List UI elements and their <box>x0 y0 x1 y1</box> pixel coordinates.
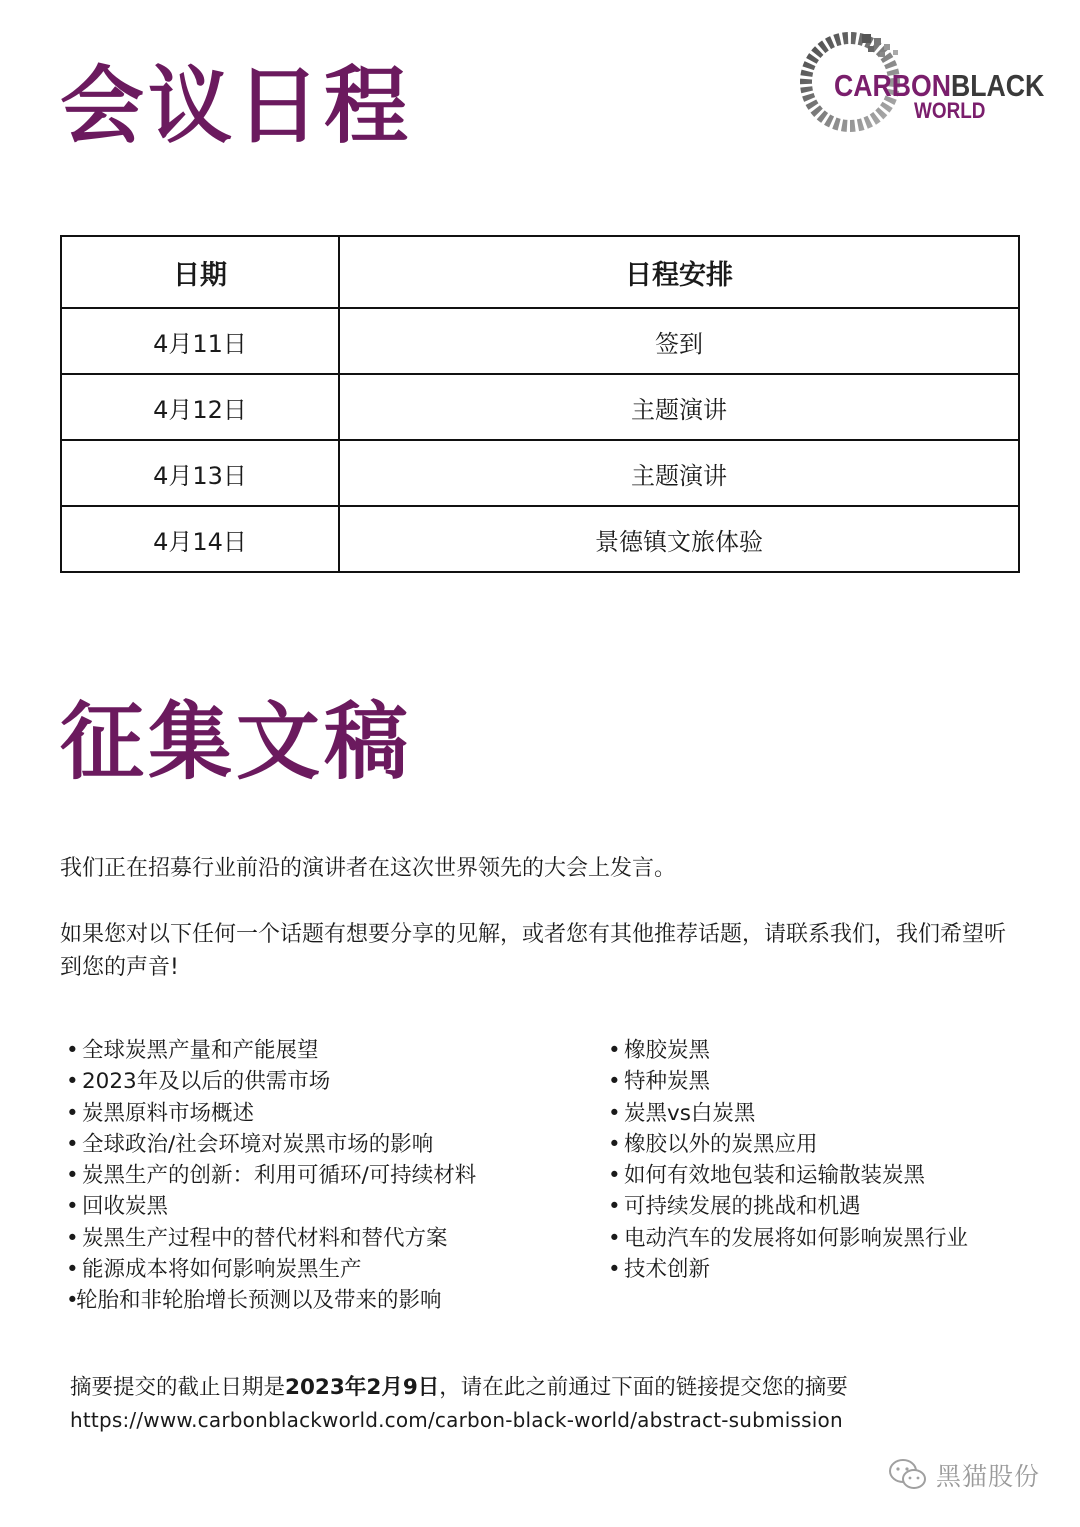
deadline-date: 2023年2月9日 <box>285 1375 440 1400</box>
list-item: • 技术创新 <box>608 1254 1038 1285</box>
row-agenda: 主题演讲 <box>339 440 1019 506</box>
deadline-text: 摘要提交的截止日期是2023年2月9日，请在此之前通过下面的链接提交您的摘要 <box>70 1375 848 1400</box>
bullet-icon: • <box>66 1194 79 1220</box>
carbon-black-world-logo <box>798 30 1045 140</box>
list-item: • 全球炭黑产量和产能展望 <box>66 1035 586 1066</box>
list-item: • 回收炭黑 <box>66 1191 586 1222</box>
list-item: • 橡胶炭黑 <box>608 1035 1038 1066</box>
row-date: 4月14日 <box>61 506 339 572</box>
row-agenda: 签到 <box>339 308 1019 374</box>
list-item: •轮胎和非轮胎增长预测以及带来的影响 <box>66 1285 586 1316</box>
bullet-icon: • <box>66 1131 79 1157</box>
wechat-watermark <box>888 1457 1040 1493</box>
invite-paragraph: 如果您对以下任何一个话题有想要分享的见解，或者您有其他推荐话题，请联系我们，我们希望听到您的声音! <box>60 922 1007 980</box>
row-agenda: 主题演讲 <box>339 374 1019 440</box>
table-row <box>61 308 1019 374</box>
table-header-row <box>61 236 1019 308</box>
bullet-icon: • <box>66 1163 79 1189</box>
logo-wordmark: CARBONBLACK <box>834 68 1045 103</box>
topic-list-right <box>608 1035 1038 1285</box>
bullet-icon: • <box>66 1038 79 1063</box>
bullet-icon: • <box>608 1194 621 1220</box>
header-agenda: 日程安排 <box>339 236 1019 308</box>
topic-list-left <box>66 1035 586 1317</box>
bullet-icon: • <box>608 1163 621 1189</box>
list-item: • 橡胶以外的炭黑应用 <box>608 1129 1038 1160</box>
list-item: • 可持续发展的挑战和机遇 <box>608 1191 1038 1222</box>
list-item: • 全球政治/社会环境对炭黑市场的影响 <box>66 1129 586 1160</box>
bullet-icon: • <box>608 1225 621 1251</box>
intro-paragraph: 我们正在招募行业前沿的演讲者在这次世界领先的大会上发言。 <box>60 856 677 881</box>
bullet-icon: • <box>608 1100 621 1126</box>
list-item: • 能源成本将如何影响炭黑生产 <box>66 1254 586 1285</box>
row-date: 4月13日 <box>61 440 339 506</box>
logo-subtitle: WORLD <box>914 98 986 123</box>
wechat-icon <box>888 1458 928 1492</box>
bullet-icon: • <box>66 1100 79 1126</box>
table-row <box>61 506 1019 572</box>
list-item: • 电动汽车的发展将如何影响炭黑行业 <box>608 1223 1038 1254</box>
bullet-icon: • <box>66 1257 79 1283</box>
schedule-title: 会议日程 <box>60 57 413 155</box>
row-date: 4月11日 <box>61 308 339 374</box>
bullet-icon: • <box>608 1131 621 1157</box>
bullet-icon: • <box>66 1225 79 1251</box>
list-item: • 炭黑生产过程中的替代材料和替代方案 <box>66 1223 586 1254</box>
bullet-icon: • <box>66 1288 79 1314</box>
header-date: 日期 <box>61 236 339 308</box>
list-item: • 如何有效地包装和运输散装炭黑 <box>608 1160 1038 1191</box>
bullet-icon: • <box>66 1069 79 1095</box>
list-item: • 炭黑生产的创新：利用可循环/可持续材料 <box>66 1160 586 1191</box>
list-item: • 特种炭黑 <box>608 1066 1038 1097</box>
table-row <box>61 374 1019 440</box>
call-for-papers-title: 征集文稿 <box>60 693 413 791</box>
row-date: 4月12日 <box>61 374 339 440</box>
list-item: • 炭黑vs白炭黑 <box>608 1098 1038 1129</box>
list-item: • 炭黑原料市场概述 <box>66 1098 586 1129</box>
list-item: • 2023年及以后的供需市场 <box>66 1066 586 1097</box>
bullet-icon: • <box>608 1069 621 1095</box>
table-row <box>61 440 1019 506</box>
bullet-icon: • <box>608 1257 621 1283</box>
watermark-text: 黑猫股份 <box>936 1462 1041 1491</box>
bullet-icon: • <box>608 1038 621 1063</box>
schedule-table <box>60 235 1020 573</box>
submission-link[interactable]: https://www.carbonblackworld.com/carbon-black-world/abstract-submission <box>70 1408 843 1432</box>
row-agenda: 景德镇文旅体验 <box>339 506 1019 572</box>
